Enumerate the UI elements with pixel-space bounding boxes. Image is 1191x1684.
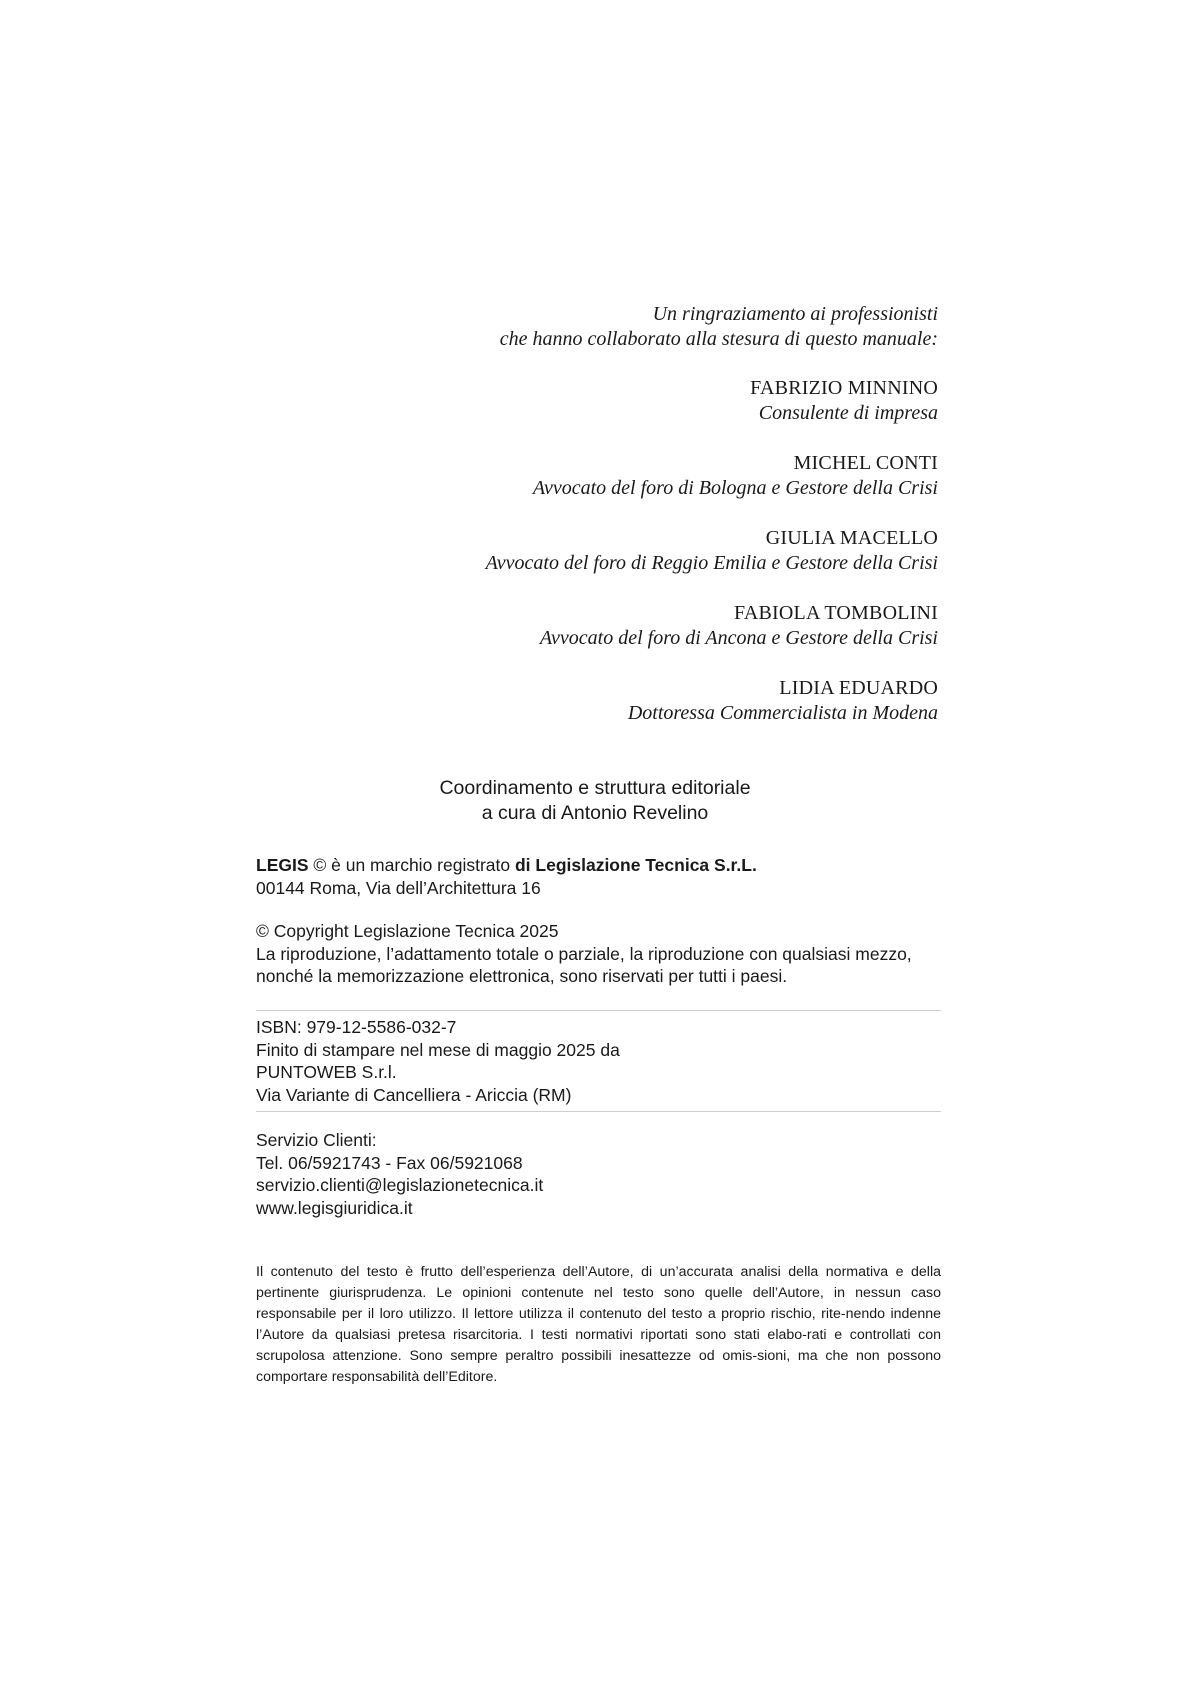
contributor (298, 451, 938, 501)
customer-service-phone: Tel. 06/5921743 - Fax 06/5921068 (256, 1152, 523, 1173)
customer-service-website: www.legisgiuridica.it (256, 1197, 413, 1218)
editorial-coordination (405, 776, 785, 826)
customer-service-title: Servizio Clienti: (256, 1130, 377, 1150)
contributor-role: Consulente di impresa (758, 402, 938, 424)
copyright-line-3: nonché la memorizzazione elettronica, sono riservati per tutti i paesi. (256, 966, 788, 986)
printer-address: Via Variante di Cancelliera - Ariccia (RM) (256, 1084, 572, 1105)
isbn: ISBN: 979-12-5586-032-7 (256, 1017, 457, 1037)
coordination-line-2: a cura di Antonio Revelino (481, 802, 709, 824)
printing-info (256, 1010, 941, 1112)
customer-service-email: servizio.clienti@legislazionetecnica.it (256, 1175, 544, 1195)
disclaimer (256, 1262, 941, 1388)
company-name: di Legislazione Tecnica S.r.L. (514, 855, 757, 875)
contributor (298, 601, 938, 651)
contributor-role: Avvocato del foro di Reggio Emilia e Gestore della Crisi (485, 552, 938, 574)
contributor (298, 676, 938, 726)
contributor-name: GIULIA MACELLO (765, 527, 938, 549)
contributor-name: MICHEL CONTI (793, 452, 938, 474)
acknowledgements-block (298, 302, 938, 751)
disclaimer-text: Il contenuto del testo è frutto dell’esperienza dell’Autore, di un’accurata analisi della normativa e della pertinente giurisprudenza. Le opinioni contenute nel testo sono quelle dell’Autore, in nessun caso responsabile per il loro utilizzo. Il lettore utilizza il contenuto del testo a proprio rischio, rite-nendo indenne l’Autore da qualsiasi pretesa risarcitoria. I testi normativi riportati sono stati elabo-rati e controllati con scrupolosa attenzione. Sono sempre peraltro possibili inesattezze od omis-sioni, ma che non possono comportare responsabilità dell’Editore. (256, 1264, 941, 1385)
printed-date: Finito di stampare nel mese di maggio 2025 da (256, 1039, 620, 1060)
copyright-notice (256, 920, 941, 988)
contributor-name: FABRIZIO MINNINO (750, 377, 938, 399)
contributor-role: Avvocato del foro di Bologna e Gestore della Crisi (532, 477, 938, 499)
contributor-role: Avvocato del foro di Ancona e Gestore della Crisi (539, 627, 938, 649)
customer-service (256, 1129, 941, 1219)
contributor-role: Dottoressa Commercialista in Modena (627, 702, 938, 724)
intro-line-1: Un ringraziamento ai professionisti (652, 303, 938, 325)
copyright-line-1: © Copyright Legislazione Tecnica 2025 (256, 921, 559, 941)
copyright-line-2: La riproduzione, l’adattamento totale o parziale, la riproduzione con qualsiasi mezzo, (256, 943, 912, 964)
publisher-address: 00144 Roma, Via dell’Architettura 16 (256, 877, 541, 898)
acknowledgement-intro (298, 302, 938, 352)
printer-name: PUNTOWEB S.r.l. (256, 1062, 397, 1082)
trademark-line (256, 854, 941, 877)
contributor (298, 376, 938, 426)
trademark-notice (256, 854, 941, 899)
contributor-name: LIDIA EDUARDO (779, 677, 938, 699)
contributor-name: FABIOLA TOMBOLINI (734, 602, 938, 624)
trademark-text: © è un marchio registrato (308, 855, 515, 875)
brand-name: LEGIS (256, 855, 309, 875)
contributor (298, 526, 938, 576)
intro-line-2: che hanno collaborato alla stesura di questo manuale: (499, 328, 938, 350)
coordination-line-1: Coordinamento e struttura editoriale (439, 777, 751, 799)
